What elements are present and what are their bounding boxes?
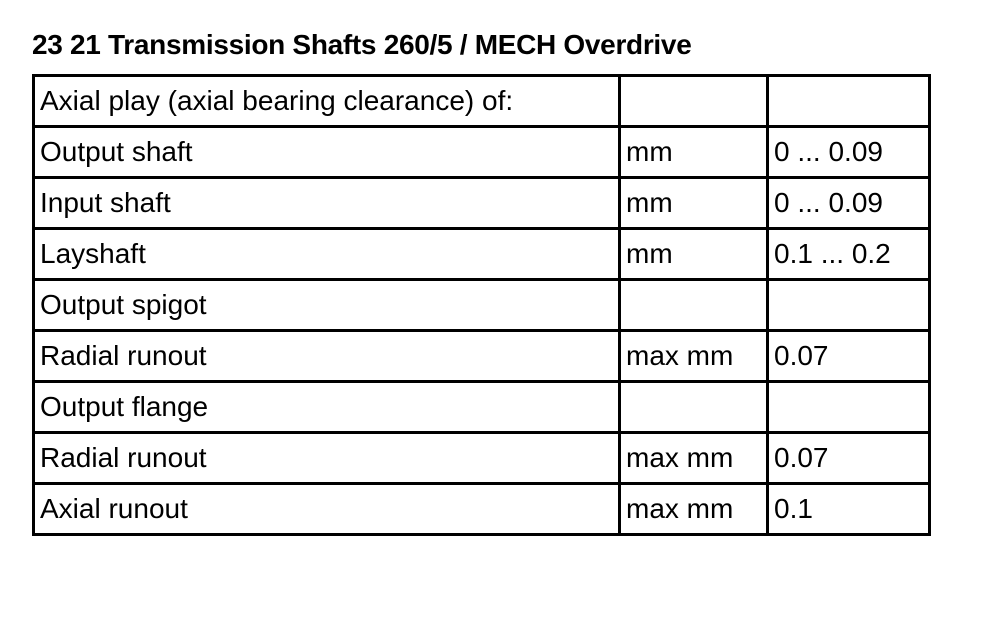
unit-cell: max mm [620, 484, 768, 535]
table-row [34, 331, 930, 382]
value-cell: 0.07 [768, 433, 930, 484]
table-row [34, 178, 930, 229]
table-row [34, 229, 930, 280]
value-cell: 0.1 ... 0.2 [768, 229, 930, 280]
value-cell: 0.07 [768, 331, 930, 382]
value-cell: 0.1 [768, 484, 930, 535]
unit-cell [620, 382, 768, 433]
unit-cell: mm [620, 127, 768, 178]
value-cell: 0 ... 0.09 [768, 178, 930, 229]
parameter-cell: Axial runout [34, 484, 620, 535]
table-row [34, 382, 930, 433]
table-row [34, 433, 930, 484]
table-row [34, 127, 930, 178]
parameter-cell: Radial runout [34, 433, 620, 484]
unit-cell [620, 76, 768, 127]
unit-cell: mm [620, 178, 768, 229]
table-row [34, 484, 930, 535]
value-cell [768, 382, 930, 433]
specification-table [32, 74, 931, 536]
value-cell [768, 76, 930, 127]
unit-cell: max mm [620, 433, 768, 484]
parameter-cell: Layshaft [34, 229, 620, 280]
parameter-cell: Output shaft [34, 127, 620, 178]
parameter-cell: Input shaft [34, 178, 620, 229]
unit-cell [620, 280, 768, 331]
table-row [34, 280, 930, 331]
unit-cell: max mm [620, 331, 768, 382]
parameter-cell: Axial play (axial bearing clearance) of: [34, 76, 620, 127]
parameter-cell: Output spigot [34, 280, 620, 331]
parameter-cell: Radial runout [34, 331, 620, 382]
unit-cell: mm [620, 229, 768, 280]
value-cell: 0 ... 0.09 [768, 127, 930, 178]
parameter-cell: Output flange [34, 382, 620, 433]
page-title: 23 21 Transmission Shafts 260/5 / MECH Overdrive [32, 29, 692, 60]
value-cell [768, 280, 930, 331]
table-row [34, 76, 930, 127]
